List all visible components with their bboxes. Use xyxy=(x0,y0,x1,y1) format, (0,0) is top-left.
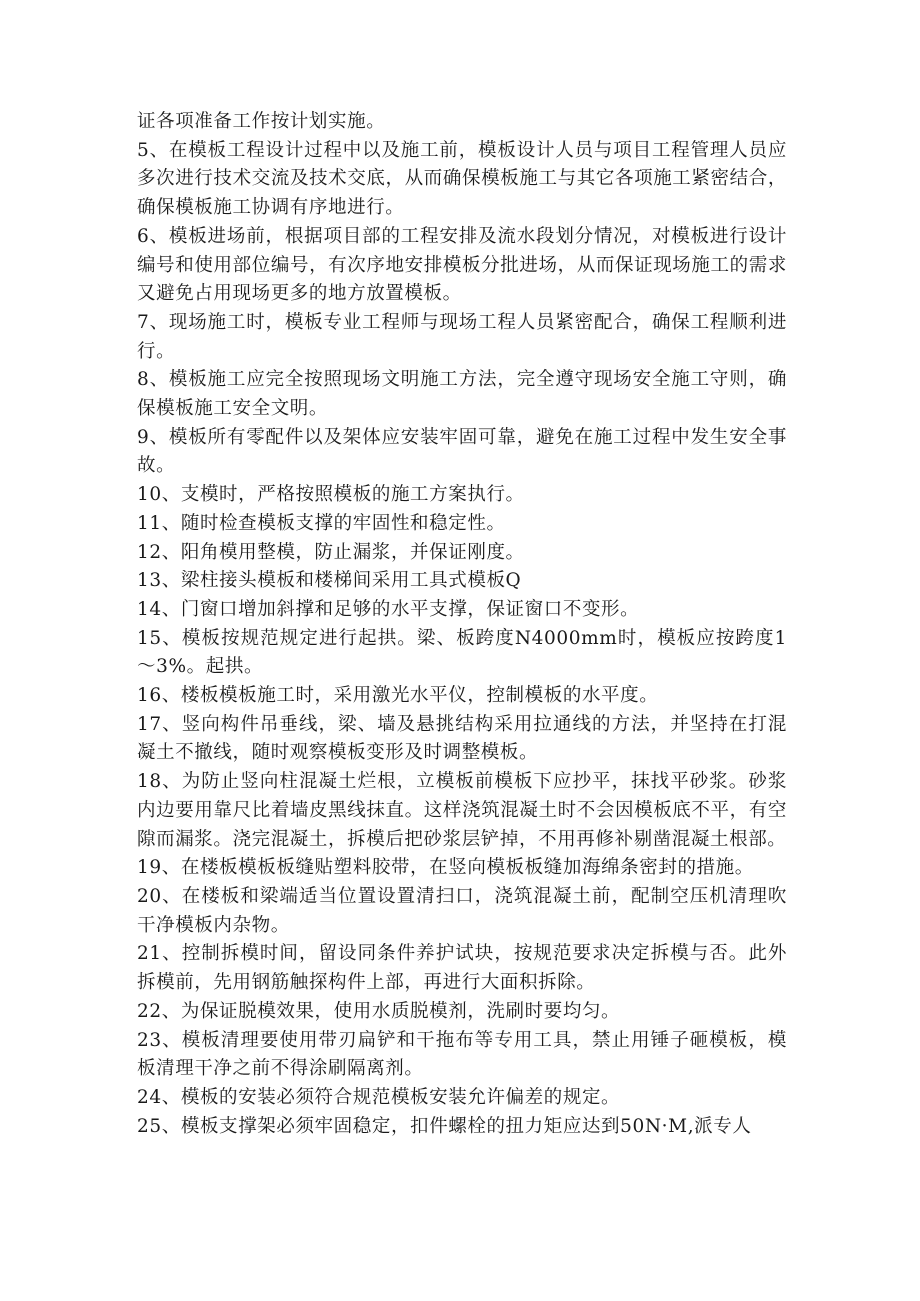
paragraph-item-23: 23、模板清理要使用带刃扁铲和干拖布等专用工具，禁止用锤子砸模板，模板清理干净之前不得涂刷隔离剂。 xyxy=(137,1029,787,1080)
paragraph-item-24: 24、模板的安装必须符合规范模板安装允许偏差的规定。 xyxy=(137,1086,621,1108)
paragraph-item-19: 19、在楼板模板板缝贴塑料胶带，在竖向模板板缝加海绵条密封的措施。 xyxy=(137,857,754,879)
paragraph-item-14: 14、门窗口增加斜撑和足够的水平支撑，保证窗口不变形。 xyxy=(137,598,640,620)
paragraph-item-9: 9、模板所有零配件以及架体应安装牢固可靠，避免在施工过程中发生安全事故。 xyxy=(137,426,787,477)
paragraph-item-22: 22、为保证脱模效果，使用水质脱模剂，洗刷时要均匀。 xyxy=(137,1000,621,1022)
paragraph-item-16: 16、楼板模板施工时，采用激光水平仪，控制模板的水平度。 xyxy=(137,685,659,707)
paragraph-item-17: 17、竖向构件吊垂线，梁、墙及悬挑结构采用拉通线的方法，并坚持在打混凝土不撤线，随时观察模板变形及时调整模板。 xyxy=(137,713,787,764)
paragraph-item-5: 5、在模板工程设计过程中以及施工前，模板设计人员与项目工程管理人员应多次进行技术交流及技术交底，从而确保模板施工与其它各项施工紧密结合，确保模板施工协调有序地进行。 xyxy=(137,139,787,219)
paragraph-item-11: 11、随时检查模板支撑的牢固性和稳定性。 xyxy=(137,512,506,534)
paragraph-item-13: 13、梁柱接头模板和楼梯间采用工具式模板Q xyxy=(137,570,522,592)
paragraph-item-8: 8、模板施工应完全按照现场文明施工方法，完全遵守现场安全施工守则，确保模板施工安全文明。 xyxy=(137,369,787,420)
paragraph-item-10: 10、支模时，严格按照模板的施工方案执行。 xyxy=(137,484,525,506)
paragraph-continuation: 证各项准备工作按计划实施。 xyxy=(137,111,386,132)
paragraph-item-18: 18、为防止竖向柱混凝土烂根，立模板前模板下应抄平，抹找平砂浆。砂浆内边要用靠尺比着墙皮黑线抹直。这样浇筑混凝土时不会因模板底不平，有空隙而漏浆。浇完混凝土，拆模后把砂浆层铲掉，不用再修补剔凿混凝土根部。 xyxy=(137,771,787,850)
paragraph-item-12: 12、阳角模用整模，防止漏浆，并保证刚度。 xyxy=(137,541,525,563)
document-body xyxy=(137,108,787,1141)
paragraph-item-6: 6、模板进场前，根据项目部的工程安排及流水段划分情况，对模板进行设计编号和使用部位编号，有次序地安排模板分批进场，从而保证现场施工的需求又避免占用现场更多的地方放置模板。 xyxy=(137,225,787,305)
paragraph-item-15: 15、模板按规范规定进行起拱。梁、板跨度N4000mm时，模板应按跨度1～3%。起拱。 xyxy=(137,627,787,678)
paragraph-item-20: 20、在楼板和梁端适当位置设置清扫口，浇筑混凝土前，配制空压机清理吹干净模板内杂物。 xyxy=(137,885,787,936)
paragraph-item-25: 25、模板支撑架必须牢固稳定，扣件螺栓的扭力矩应达到50N·M,派专人 xyxy=(137,1115,752,1137)
paragraph-item-7: 7、现场施工时，模板专业工程师与现场工程人员紧密配合，确保工程顺利进行。 xyxy=(137,311,787,362)
paragraph-item-21: 21、控制拆模时间，留设同条件养护试块，按规范要求决定拆模与否。此外拆模前，先用钢筋触探构件上部，再进行大面积拆除。 xyxy=(137,943,787,994)
